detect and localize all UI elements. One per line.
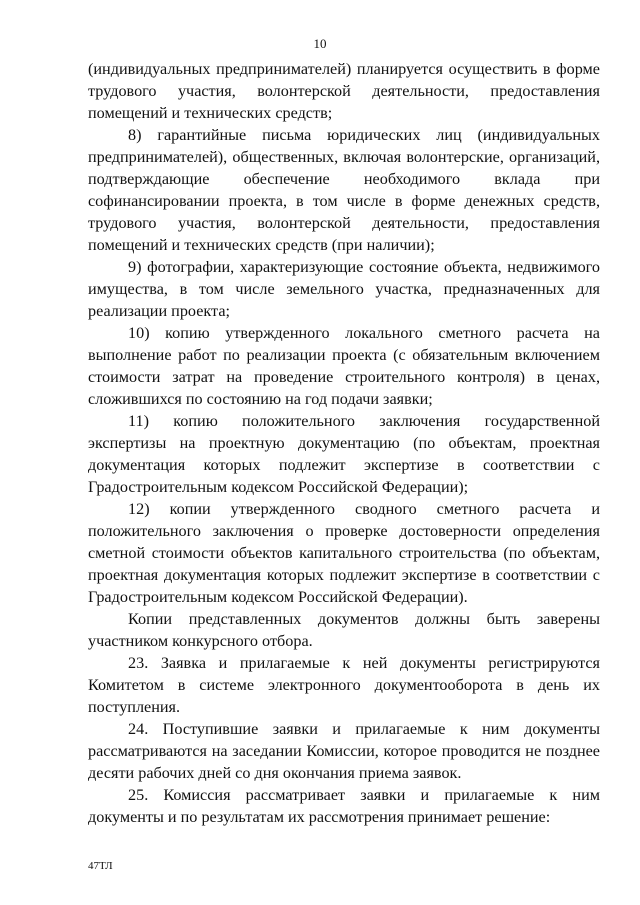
paragraph-clause-24: 24. Поступившие заявки и прилагаемые к ним документы рассматриваются на заседании Комиссии, которое проводится не позднее десяти рабочих дней со дня окончания приема заявок. [88,720,600,782]
paragraph-clause-23: 23. Заявка и прилагаемые к ней документы регистрируются Комитетом в системе электронного документооборота в день их поступления. [88,654,600,716]
page-number: 10 [313,36,327,51]
paragraph-item-12: 12) копии утвержденного сводного сметного расчета и положительного заключения о проверке достоверности определения сметной стоимости объектов капитального строительства (по объектам, проектная документация которых подлежит экспертизе в соответствии с Градостроительным кодексом Российской Федерации). [88,500,600,606]
paragraph-copies-certified: Копии представленных документов должны быть заверены участником конкурсного отбора. [88,610,600,650]
paragraph-item-11: 11) копию положительного заключения государственной экспертизы на проектную документацию (по объектам, проектная документация которых подлежит экспертизе в соответствии с Градостроительным кодексом Российской Федерации); [88,412,600,496]
body-text [88,58,600,828]
paragraph-continuation: (индивидуальных предпринимателей) планируется осуществить в форме трудового участия, волонтерской деятельности, предоставления помещений и технических средств; [88,60,600,122]
paragraph-item-9: 9) фотографии, характеризующие состояние объекта, недвижимого имущества, в том числе земельного участка, предназначенных для реализации проекта; [88,258,600,320]
footer-document-code: 47ТЛ [88,860,113,872]
paragraph-clause-25: 25. Комиссия рассматривает заявки и прилагаемые к ним документы и по результатам их рассмотрения принимает решение: [88,786,600,826]
paragraph-item-10: 10) копию утвержденного локального сметного расчета на выполнение работ по реализации проекта (с обязательным включением стоимости затрат на проведение строительного контроля) в ценах, сложившихся по состоянию на год подачи заявки; [88,324,600,408]
paragraph-item-8: 8) гарантийные письма юридических лиц (индивидуальных предпринимателей), общественных, включая волонтерские, организаций, подтверждающие обеспечение необходимого вклада при софинансировании проекта, в том числе в форме денежных средств, трудового участия, волонтерской деятельности, предоставления помещений и технических средств (при наличии); [88,126,600,254]
